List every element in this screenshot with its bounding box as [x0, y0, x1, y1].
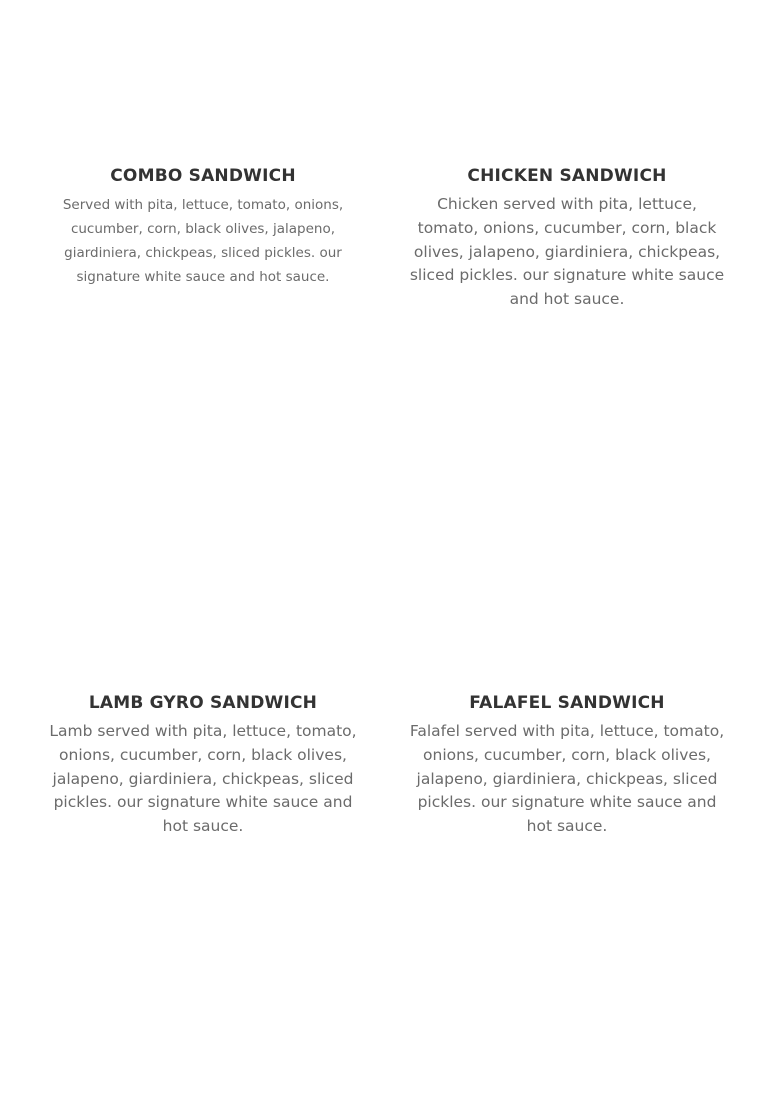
menu-item-combo-sandwich[interactable] — [21, 165, 385, 289]
menu-item-lamb-gyro-sandwich[interactable] — [21, 692, 385, 839]
menu-item-title: FALAFEL SANDWICH — [469, 693, 665, 713]
menu-item-chicken-sandwich[interactable] — [385, 165, 749, 312]
menu-item-description: Served with pita, lettuce, tomato, onions, cucumber, corn, black olives, jalapeno, giardiniera, chickpeas, sliced pickles. our signature white sauce and hot sauce. — [62, 197, 344, 285]
menu-item-falafel-sandwich[interactable] — [385, 692, 749, 839]
menu-item-description: Chicken served with pita, lettuce, tomato, onions, cucumber, corn, black olives, jalapeno, giardiniera, chickpeas, sliced pickles. our signature white sauce and hot sauce. — [409, 195, 725, 309]
menu-item-description: Falafel served with pita, lettuce, tomato, onions, cucumber, corn, black olives, jalapeno, giardiniera, chickpeas, sliced pickles. our signature white sauce and hot sauce. — [409, 722, 725, 836]
menu-item-title: CHICKEN SANDWICH — [467, 166, 667, 186]
menu-item-title: LAMB GYRO SANDWICH — [88, 693, 318, 713]
menu-item-description: Lamb served with pita, lettuce, tomato, onions, cucumber, corn, black olives, jalapeno, giardiniera, chickpeas, sliced pickles. our signature white sauce and hot sauce. — [49, 722, 357, 836]
menu-item-title: COMBO SANDWICH — [110, 166, 296, 186]
